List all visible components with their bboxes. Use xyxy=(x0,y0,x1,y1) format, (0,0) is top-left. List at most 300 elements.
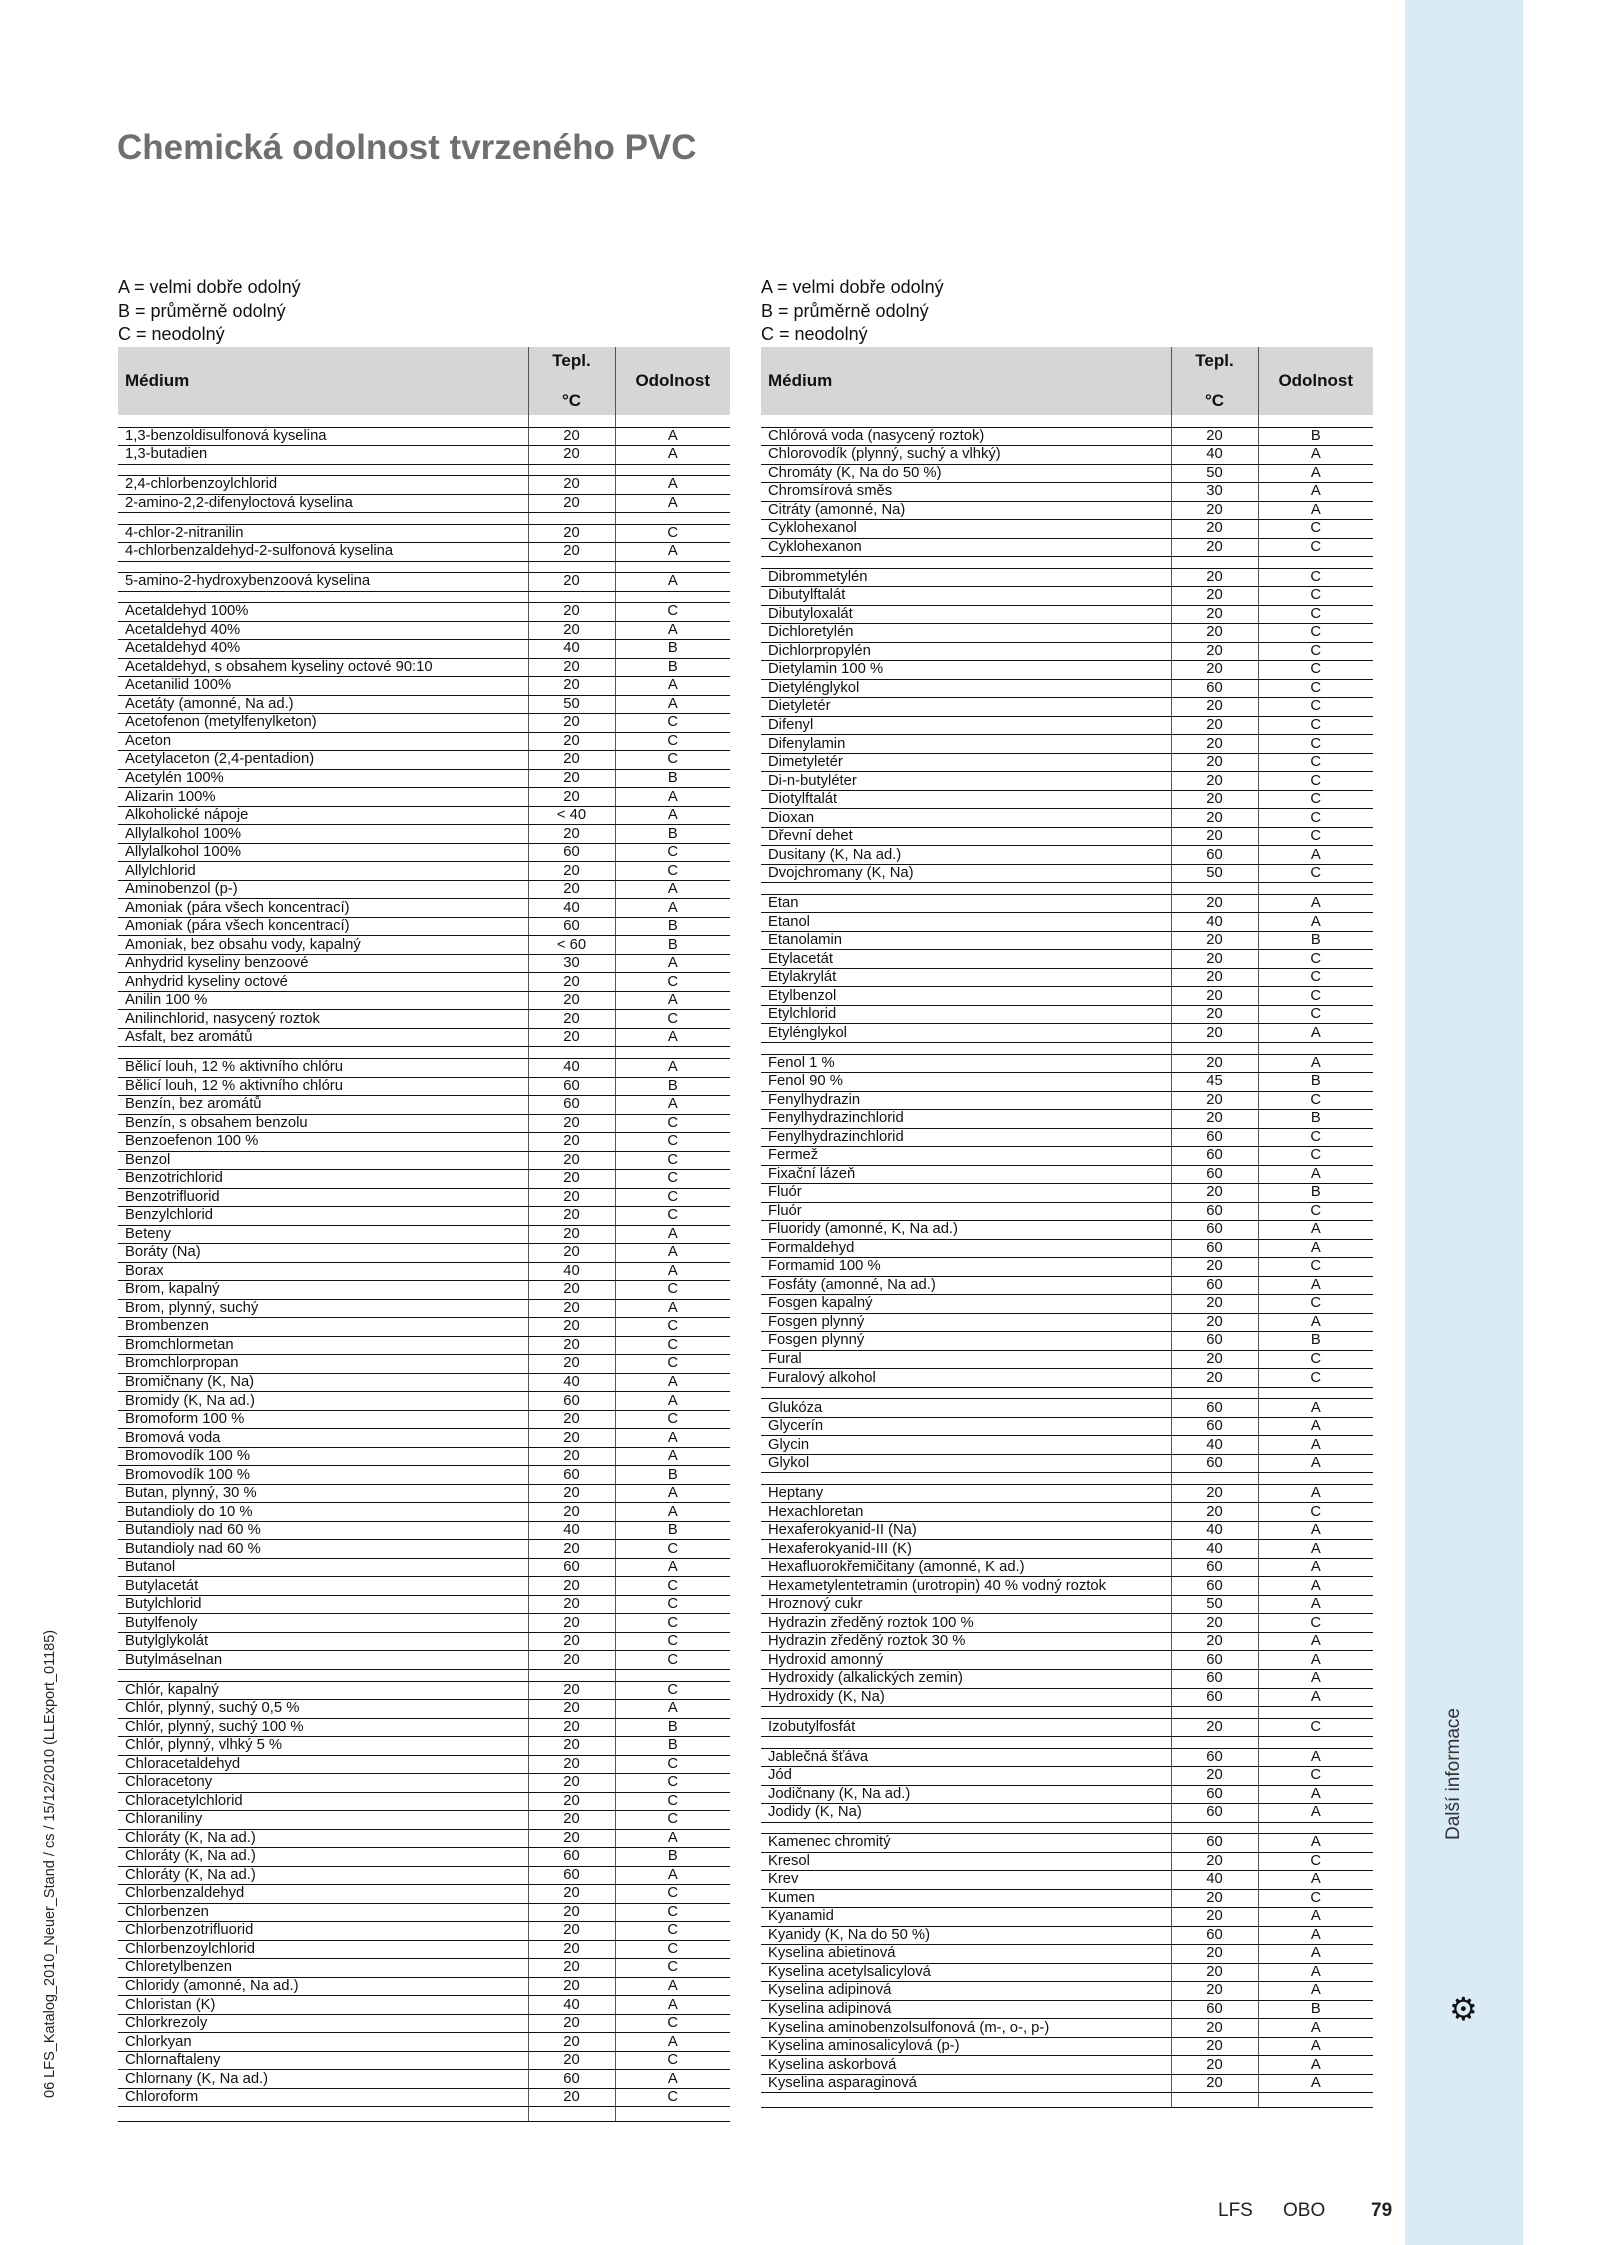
medium-cell: Anhydrid kyseliny octové xyxy=(118,973,528,992)
resistance-cell: A xyxy=(1258,1276,1373,1295)
temperature-cell: 20 xyxy=(528,973,615,992)
header-temp-label: Tepl. xyxy=(552,350,591,370)
temperature-cell: 40 xyxy=(528,1373,615,1392)
temperature-cell: 60 xyxy=(528,1466,615,1485)
header-temperature xyxy=(1171,347,1258,415)
resistance-cell: A xyxy=(1258,1399,1373,1418)
resistance-cell: A xyxy=(1258,1221,1373,1240)
resistance-cell: A xyxy=(615,1503,730,1522)
temperature-cell: 60 xyxy=(1171,1147,1258,1166)
medium-cell: Chlorbenzoylchlorid xyxy=(118,1940,528,1959)
table-row xyxy=(761,1350,1373,1369)
medium-cell: Chloroform xyxy=(118,2088,528,2107)
resistance-cell: C xyxy=(1258,1147,1373,1166)
temperature-cell: 20 xyxy=(528,1737,615,1756)
table-row xyxy=(761,2074,1373,2093)
medium-cell: Jablečná šťáva xyxy=(761,1748,1171,1767)
temperature-cell: 20 xyxy=(528,1151,615,1170)
table-row xyxy=(118,1792,730,1811)
footer-brand-obo: OBO xyxy=(1283,2200,1326,2221)
table-row xyxy=(118,1299,730,1318)
temperature-cell: 60 xyxy=(528,917,615,936)
group-spacer xyxy=(761,1737,1373,1749)
medium-cell: Butylfenoly xyxy=(118,1614,528,1633)
table-row xyxy=(761,1804,1373,1823)
resistance-cell: C xyxy=(1258,679,1373,698)
resistance-cell: C xyxy=(1258,587,1373,606)
temperature-cell: 20 xyxy=(1171,587,1258,606)
resistance-cell: B xyxy=(1258,1073,1373,1092)
table-body-left xyxy=(118,415,730,2122)
resistance-cell: C xyxy=(615,1207,730,1226)
temperature-cell: 60 xyxy=(1171,1202,1258,1221)
resistance-cell: A xyxy=(615,573,730,592)
resistance-cell: C xyxy=(615,1632,730,1651)
temperature-cell: 20 xyxy=(1171,538,1258,557)
gear-icon[interactable]: ⚙ xyxy=(1449,1991,1478,2027)
temperature-cell: 50 xyxy=(1171,1595,1258,1614)
resistance-cell: C xyxy=(1258,1767,1373,1786)
medium-cell: Dibutylftalát xyxy=(761,587,1171,606)
temperature-cell: 20 xyxy=(1171,1295,1258,1314)
temperature-cell: 20 xyxy=(1171,2056,1258,2075)
medium-cell: Chromsírová směs xyxy=(761,483,1171,502)
resistance-cell: A xyxy=(615,1028,730,1047)
table-row xyxy=(118,1540,730,1559)
resistance-cell: C xyxy=(1258,968,1373,987)
temperature-cell: 20 xyxy=(528,714,615,733)
table-row xyxy=(761,1889,1373,1908)
medium-cell: Chloristan (K) xyxy=(118,1996,528,2015)
medium-cell: Dvojchromany (K, Na) xyxy=(761,864,1171,883)
medium-cell: Brombenzen xyxy=(118,1318,528,1337)
table-row xyxy=(761,827,1373,846)
medium-cell: Anhydrid kyseliny benzoové xyxy=(118,954,528,973)
medium-cell: Alkoholické nápoje xyxy=(118,806,528,825)
temperature-cell: 20 xyxy=(1171,1503,1258,1522)
table-row xyxy=(118,806,730,825)
resistance-cell: C xyxy=(615,973,730,992)
temperature-cell: 20 xyxy=(528,2088,615,2107)
resistance-cell: A xyxy=(1258,1670,1373,1689)
medium-cell: Kamenec chromitý xyxy=(761,1834,1171,1853)
header-temp-unit: °C xyxy=(1204,390,1225,410)
medium-cell: Aminobenzol (p-) xyxy=(118,880,528,899)
resistance-cell: A xyxy=(615,880,730,899)
temperature-cell: 20 xyxy=(1171,1110,1258,1129)
resistance-cell: C xyxy=(615,1811,730,1830)
temperature-cell: 20 xyxy=(528,1318,615,1337)
medium-cell: Chlornaftaleny xyxy=(118,2051,528,2070)
table-row xyxy=(761,913,1373,932)
temperature-cell: 60 xyxy=(1171,2000,1258,2019)
temperature-cell: 20 xyxy=(528,1632,615,1651)
medium-cell: Bromoform 100 % xyxy=(118,1410,528,1429)
legend-c: C = neodolný xyxy=(118,324,225,344)
temperature-cell: 20 xyxy=(528,1651,615,1670)
resistance-cell: B xyxy=(615,1848,730,1867)
temperature-cell: 20 xyxy=(528,1133,615,1152)
table-row xyxy=(761,1258,1373,1277)
table-row xyxy=(761,1767,1373,1786)
medium-cell: 4-chlorbenzaldehyd-2-sulfonová kyselina xyxy=(118,543,528,562)
table-row xyxy=(118,1614,730,1633)
table-row xyxy=(118,1737,730,1756)
temperature-cell: 20 xyxy=(1171,2037,1258,2056)
temperature-cell: 20 xyxy=(528,1681,615,1700)
medium-cell: Fluór xyxy=(761,1184,1171,1203)
table-row xyxy=(118,1922,730,1941)
table-row xyxy=(118,862,730,881)
table-row xyxy=(761,1091,1373,1110)
medium-cell: Bromidy (K, Na ad.) xyxy=(118,1392,528,1411)
temperature-cell: 40 xyxy=(1171,1436,1258,1455)
temperature-cell: 20 xyxy=(1171,1313,1258,1332)
medium-cell: Jodičnany (K, Na ad.) xyxy=(761,1785,1171,1804)
medium-cell: Krev xyxy=(761,1871,1171,1890)
resistance-table-left xyxy=(118,347,730,2123)
medium-cell: Hydroxid amonný xyxy=(761,1651,1171,1670)
medium-cell: Chloráty (K, Na ad.) xyxy=(118,1848,528,1867)
table-row xyxy=(118,1595,730,1614)
temperature-cell: 20 xyxy=(528,2014,615,2033)
resistance-cell: A xyxy=(1258,1982,1373,2001)
table-row xyxy=(118,1503,730,1522)
table-row xyxy=(761,1558,1373,1577)
resistance-cell: A xyxy=(615,1244,730,1263)
table-row xyxy=(118,1903,730,1922)
resistance-cell: A xyxy=(1258,1688,1373,1707)
temperature-cell: 60 xyxy=(1171,1785,1258,1804)
table-row xyxy=(118,1170,730,1189)
temperature-cell: 60 xyxy=(1171,679,1258,698)
temperature-cell: 20 xyxy=(528,1595,615,1614)
resistance-cell: C xyxy=(1258,753,1373,772)
temperature-cell: 60 xyxy=(1171,846,1258,865)
header-temp-unit: °C xyxy=(561,390,582,410)
resistance-cell: C xyxy=(615,1885,730,1904)
temperature-cell: 20 xyxy=(528,677,615,696)
resistance-cell: A xyxy=(1258,1239,1373,1258)
group-spacer xyxy=(761,1043,1373,1055)
resistance-cell: A xyxy=(615,788,730,807)
resistance-cell: A xyxy=(615,991,730,1010)
table-row xyxy=(118,2014,730,2033)
resistance-cell: C xyxy=(615,1010,730,1029)
medium-cell: Jód xyxy=(761,1767,1171,1786)
temperature-cell: 30 xyxy=(528,954,615,973)
resistance-cell: A xyxy=(615,1373,730,1392)
group-spacer xyxy=(761,1387,1373,1399)
table-row xyxy=(118,880,730,899)
resistance-cell: C xyxy=(1258,987,1373,1006)
temperature-cell: 40 xyxy=(1171,913,1258,932)
table-row xyxy=(761,1651,1373,1670)
resistance-cell: C xyxy=(615,2014,730,2033)
group-spacer xyxy=(761,883,1373,895)
resistance-cell: C xyxy=(615,1114,730,1133)
medium-cell: Difenyl xyxy=(761,716,1171,735)
resistance-cell: C xyxy=(1258,809,1373,828)
temperature-cell: 60 xyxy=(1171,1454,1258,1473)
group-spacer xyxy=(118,1047,730,1059)
resistance-cell: A xyxy=(1258,2056,1373,2075)
vertical-note-wrap xyxy=(42,1629,62,2108)
resistance-cell: C xyxy=(615,1651,730,1670)
resistance-cell: C xyxy=(615,1318,730,1337)
temperature-cell: 20 xyxy=(528,1207,615,1226)
table-row xyxy=(761,2056,1373,2075)
medium-cell: Allylalkohol 100% xyxy=(118,843,528,862)
table-row xyxy=(761,1577,1373,1596)
temperature-cell: 60 xyxy=(528,1848,615,1867)
temperature-cell: 20 xyxy=(528,1774,615,1793)
resistance-cell: C xyxy=(1258,827,1373,846)
resistance-cell: A xyxy=(615,1996,730,2015)
medium-cell: Butan, plynný, 30 % xyxy=(118,1484,528,1503)
resistance-cell: A xyxy=(615,621,730,640)
medium-cell: Etylchlorid xyxy=(761,1005,1171,1024)
resistance-cell: C xyxy=(615,714,730,733)
medium-cell: Kyselina abietinová xyxy=(761,1945,1171,1964)
table-row xyxy=(761,1332,1373,1351)
table-row xyxy=(761,501,1373,520)
medium-cell: Fluoridy (amonné, K, Na ad.) xyxy=(761,1221,1171,1240)
temperature-cell: 60 xyxy=(1171,1926,1258,1945)
temperature-cell: 50 xyxy=(528,695,615,714)
medium-cell: Acetylén 100% xyxy=(118,769,528,788)
table-row xyxy=(761,624,1373,643)
table-row xyxy=(761,1945,1373,1964)
temperature-cell: 20 xyxy=(528,751,615,770)
medium-cell: 5-amino-2-hydroxybenzoová kyselina xyxy=(118,573,528,592)
table-row xyxy=(118,1077,730,1096)
table-row xyxy=(118,573,730,592)
medium-cell: Formamid 100 % xyxy=(761,1258,1171,1277)
resistance-cell: C xyxy=(615,1614,730,1633)
medium-cell: Fermež xyxy=(761,1147,1171,1166)
resistance-cell: C xyxy=(615,2051,730,2070)
resistance-cell: A xyxy=(1258,1945,1373,1964)
temperature-cell: 20 xyxy=(528,1540,615,1559)
temperature-cell: 40 xyxy=(528,1058,615,1077)
resistance-cell: A xyxy=(615,1558,730,1577)
temperature-cell: 20 xyxy=(1171,772,1258,791)
medium-cell: Amoniak (pára všech koncentrací) xyxy=(118,917,528,936)
medium-cell: Chlorkyan xyxy=(118,2033,528,2052)
sidebar-label[interactable]: Další informace xyxy=(1443,1708,1464,1840)
resistance-cell: C xyxy=(615,1151,730,1170)
temperature-cell: 20 xyxy=(528,1700,615,1719)
table-row xyxy=(761,1852,1373,1871)
table-row xyxy=(761,1165,1373,1184)
resistance-cell: B xyxy=(615,825,730,844)
temperature-cell: 30 xyxy=(1171,483,1258,502)
resistance-cell: C xyxy=(1258,520,1373,539)
medium-cell: Fural xyxy=(761,1350,1171,1369)
table-row xyxy=(118,1151,730,1170)
medium-cell: Benzín, s obsahem benzolu xyxy=(118,1114,528,1133)
table-row xyxy=(118,1959,730,1978)
medium-cell: Chloráty (K, Na ad.) xyxy=(118,1866,528,1885)
temperature-cell: 20 xyxy=(528,621,615,640)
medium-cell: Borax xyxy=(118,1262,528,1281)
resistance-cell: B xyxy=(1258,1110,1373,1129)
medium-cell: Fosgen kapalný xyxy=(761,1295,1171,1314)
medium-cell: Chlórová voda (nasycený roztok) xyxy=(761,427,1171,446)
table-row xyxy=(761,1369,1373,1388)
temperature-cell: 20 xyxy=(1171,1184,1258,1203)
medium-cell: Butylchlorid xyxy=(118,1595,528,1614)
medium-cell: Bromovodík 100 % xyxy=(118,1466,528,1485)
resistance-cell: A xyxy=(615,695,730,714)
resistance-cell: A xyxy=(1258,1804,1373,1823)
medium-cell: Fenylhydrazinchlorid xyxy=(761,1110,1171,1129)
medium-cell: Kumen xyxy=(761,1889,1171,1908)
temperature-cell: 20 xyxy=(528,1577,615,1596)
table-row xyxy=(761,1184,1373,1203)
medium-cell: Fosfáty (amonné, Na ad.) xyxy=(761,1276,1171,1295)
medium-cell: Kresol xyxy=(761,1852,1171,1871)
table-row xyxy=(761,931,1373,950)
medium-cell: Izobutylfosfát xyxy=(761,1718,1171,1737)
medium-cell: Butylglykolát xyxy=(118,1632,528,1651)
resistance-cell: C xyxy=(615,1792,730,1811)
resistance-cell: A xyxy=(1258,1834,1373,1853)
footer-brand-lfs: LFS xyxy=(1218,2200,1253,2221)
resistance-cell: C xyxy=(615,1188,730,1207)
temperature-cell: 60 xyxy=(1171,1688,1258,1707)
resistance-cell: B xyxy=(615,1077,730,1096)
medium-cell: Glycin xyxy=(761,1436,1171,1455)
resistance-cell: A xyxy=(1258,446,1373,465)
temperature-cell: 20 xyxy=(528,1028,615,1047)
resistance-cell: A xyxy=(1258,1165,1373,1184)
temperature-cell: 20 xyxy=(1171,624,1258,643)
resistance-cell: A xyxy=(615,1866,730,1885)
temperature-cell: 20 xyxy=(1171,1852,1258,1871)
resistance-cell: C xyxy=(615,1681,730,1700)
resistance-cell: C xyxy=(1258,642,1373,661)
table-row xyxy=(118,1225,730,1244)
temperature-cell: 20 xyxy=(528,1614,615,1633)
temperature-cell: 40 xyxy=(1171,1521,1258,1540)
table-row xyxy=(761,2037,1373,2056)
resistance-cell: C xyxy=(615,1540,730,1559)
header-temp-label: Tepl. xyxy=(1195,350,1234,370)
table-row xyxy=(761,987,1373,1006)
temperature-cell: 20 xyxy=(1171,1632,1258,1651)
resistance-cell: C xyxy=(615,1133,730,1152)
table-row xyxy=(761,1982,1373,2001)
temperature-cell: 40 xyxy=(528,1521,615,1540)
medium-cell: Acetaldehyd 40% xyxy=(118,621,528,640)
group-spacer xyxy=(118,464,730,476)
temperature-cell: 20 xyxy=(1171,894,1258,913)
legend-b: B = průměrně odolný xyxy=(118,300,286,321)
table-row xyxy=(761,1503,1373,1522)
resistance-cell: A xyxy=(615,2070,730,2089)
resistance-cell: A xyxy=(615,1429,730,1448)
temperature-cell: 20 xyxy=(528,1225,615,1244)
table-row xyxy=(761,1484,1373,1503)
medium-cell: Asfalt, bez aromátů xyxy=(118,1028,528,1047)
resistance-cell: B xyxy=(615,917,730,936)
table-row xyxy=(761,864,1373,883)
table-row xyxy=(761,1295,1373,1314)
table-row xyxy=(118,1977,730,1996)
medium-cell: Kyselina acetylsalicylová xyxy=(761,1963,1171,1982)
resistance-cell: C xyxy=(1258,1005,1373,1024)
medium-cell: Dibrommetylén xyxy=(761,568,1171,587)
medium-cell: 4-chlor-2-nitranilin xyxy=(118,524,528,543)
temperature-cell: 40 xyxy=(528,899,615,918)
temperature-cell: 60 xyxy=(528,1866,615,1885)
table-row xyxy=(761,698,1373,717)
resistance-cell: A xyxy=(615,899,730,918)
temperature-cell: 20 xyxy=(1171,1982,1258,2001)
table-row xyxy=(118,1521,730,1540)
temperature-cell: 20 xyxy=(528,1336,615,1355)
resistance-cell: C xyxy=(615,1281,730,1300)
temperature-cell: 20 xyxy=(528,1114,615,1133)
table-row xyxy=(761,1785,1373,1804)
temperature-cell: 60 xyxy=(1171,1165,1258,1184)
sidebar xyxy=(1405,0,1523,2245)
resistance-cell: B xyxy=(615,769,730,788)
table-row xyxy=(761,1005,1373,1024)
medium-cell: Hexafluorokřemičitany (amonné, K ad.) xyxy=(761,1558,1171,1577)
temperature-cell: 20 xyxy=(528,1718,615,1737)
medium-cell: Chloretylbenzen xyxy=(118,1959,528,1978)
temperature-cell: 20 xyxy=(528,2051,615,2070)
table-row xyxy=(118,1651,730,1670)
temperature-cell: 20 xyxy=(1171,2019,1258,2038)
temperature-cell: 60 xyxy=(1171,1128,1258,1147)
medium-cell: Benzotrifluorid xyxy=(118,1188,528,1207)
resistance-cell: C xyxy=(615,1959,730,1978)
temperature-cell: 20 xyxy=(1171,753,1258,772)
medium-cell: Fixační lázeň xyxy=(761,1165,1171,1184)
table-row xyxy=(118,751,730,770)
medium-cell: Boráty (Na) xyxy=(118,1244,528,1263)
medium-cell: Kyselina adipinová xyxy=(761,2000,1171,2019)
table-row xyxy=(761,1614,1373,1633)
medium-cell: Bělicí louh, 12 % aktivního chlóru xyxy=(118,1077,528,1096)
resistance-cell: A xyxy=(615,806,730,825)
resistance-cell: A xyxy=(1258,1417,1373,1436)
table-row xyxy=(761,894,1373,913)
temperature-cell: 60 xyxy=(1171,1276,1258,1295)
medium-cell: Anilin 100 % xyxy=(118,991,528,1010)
temperature-cell: 20 xyxy=(528,825,615,844)
table-row xyxy=(761,1054,1373,1073)
medium-cell: Butylacetát xyxy=(118,1577,528,1596)
table-row xyxy=(761,446,1373,465)
resistance-cell: C xyxy=(1258,624,1373,643)
table-end xyxy=(761,2093,1373,2108)
table-row xyxy=(761,1202,1373,1221)
table-row xyxy=(118,1558,730,1577)
temperature-cell: 20 xyxy=(1171,520,1258,539)
medium-cell: Beteny xyxy=(118,1225,528,1244)
temperature-cell: 20 xyxy=(1171,790,1258,809)
temperature-cell: 60 xyxy=(1171,1804,1258,1823)
table-row xyxy=(761,735,1373,754)
table-row xyxy=(761,642,1373,661)
medium-cell: Bromovodík 100 % xyxy=(118,1447,528,1466)
resistance-cell: C xyxy=(1258,864,1373,883)
